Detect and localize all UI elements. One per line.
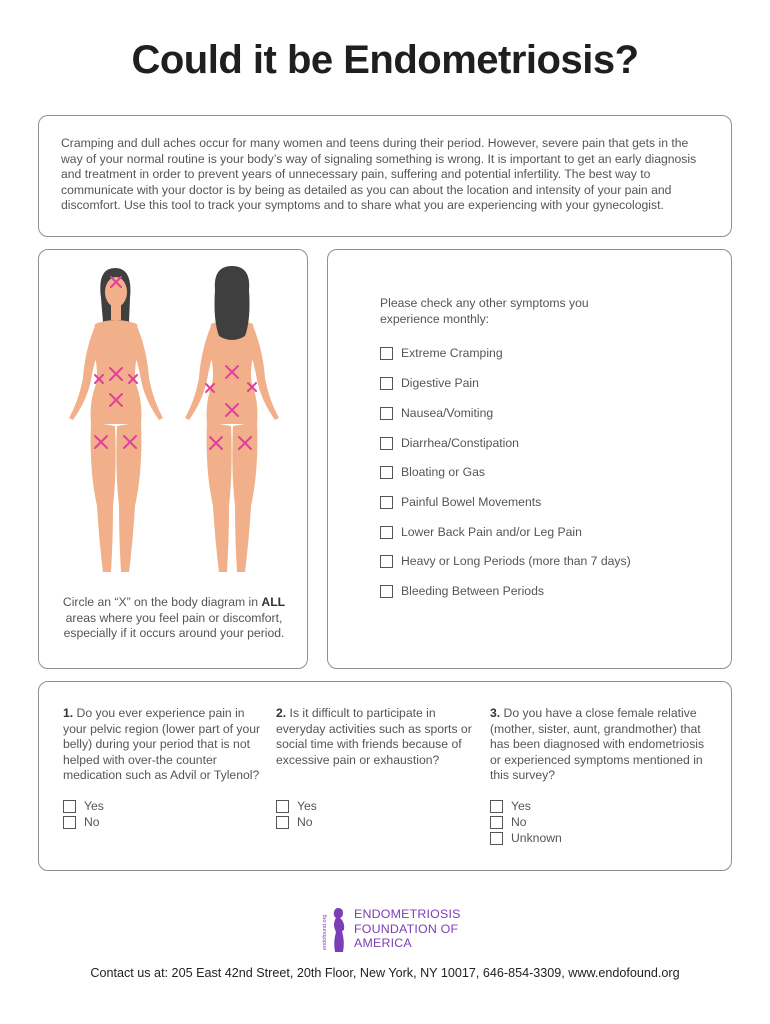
body-diagram-instructions [47,595,301,642]
symptom-label: Painful Bowel Movements [401,495,542,509]
back-figure [185,266,279,572]
q3-option-unknown[interactable] [490,830,562,846]
page-title: Could it be Endometriosis? [131,38,639,82]
symptom-digestive-pain[interactable] [380,374,479,392]
symptoms-intro: Please check any other symptoms you experience monthly: [380,296,589,326]
checkbox[interactable] [63,816,76,829]
logo-line-3: AMERICA [354,936,412,950]
q3-option-no[interactable] [490,814,527,830]
intro-box [38,115,732,237]
option-label: Yes [511,799,531,813]
option-label: No [297,815,313,829]
option-label: Yes [297,799,317,813]
checkbox[interactable] [490,800,503,813]
symptom-heavy-periods[interactable] [380,552,631,570]
checkbox[interactable] [380,437,393,450]
symptom-label: Bleeding Between Periods [401,584,544,598]
checkbox[interactable] [380,555,393,568]
caption-emphasis: ALL [261,595,286,609]
symptom-extreme-cramping[interactable] [380,344,503,362]
q2-option-no[interactable] [276,814,313,830]
intro-text: Cramping and dull aches occur for many women and teens during their period. However, severe pain that gets in the way of your normal routine is your body’s way of signaling something is wrong. It is important to get an early diagnosis and treatment in order to prevent years of unnecessary pain, suffering and potential infertility. The best way to communicate with your doctor is by being as detailed as you can about the location and intensity of your pain and discomfort. Use this tool to track your symptoms and to share what you are experiencing with your gynecologist. [61,136,697,213]
logo-text [354,907,461,951]
back-hair [215,266,250,340]
front-torso [91,320,142,424]
option-label: No [511,815,527,829]
option-label: No [84,815,100,829]
checkbox[interactable] [380,585,393,598]
questions-panel [38,681,732,871]
back-left-leg [207,422,232,572]
body-diagram-panel [38,249,308,669]
question-text: Do you have a close female relative (mother, sister, aunt, grandmother) that has been diagnosed with endometriosis or experienced symptoms mentioned in this survey? [490,706,705,783]
symptom-label: Digestive Pain [401,376,479,390]
symptom-label: Diarrhea/Constipation [401,436,519,450]
question-3 [490,706,712,784]
checkbox[interactable] [63,800,76,813]
q1-option-no[interactable] [63,814,100,830]
symptom-label: Lower Back Pain and/or Leg Pain [401,525,582,539]
symptom-nausea[interactable] [380,404,493,422]
endometriosis-foundation-logo[interactable] [320,904,460,956]
logo-line-1: ENDOMETRIOSIS [354,907,461,921]
checkbox[interactable] [380,377,393,390]
checkbox[interactable] [380,407,393,420]
q2-option-yes[interactable] [276,798,317,814]
checkbox[interactable] [490,832,503,845]
logo-figure-icon [320,904,350,954]
logo-line-2: FOUNDATION OF [354,921,459,936]
symptom-bleeding-between[interactable] [380,582,544,600]
checkbox[interactable] [380,496,393,509]
symptom-label: Nausea/Vomiting [401,406,494,420]
body-diagram[interactable] [39,250,309,590]
symptom-label: Extreme Cramping [401,346,503,360]
question-number: 3. [490,706,501,720]
question-number: 2. [276,706,287,720]
logo-side-text: endofound.org [322,914,328,950]
q3-option-yes[interactable] [490,798,531,814]
q1-option-yes[interactable] [63,798,104,814]
question-number: 1. [63,706,74,720]
symptoms-panel [327,249,732,669]
checkbox[interactable] [380,347,393,360]
checkbox[interactable] [276,800,289,813]
symptom-back-leg-pain[interactable] [380,523,582,541]
symptom-bloating[interactable] [380,463,485,481]
question-1 [63,706,263,784]
front-figure [69,268,163,572]
checkbox[interactable] [490,816,503,829]
caption-text: Circle an “X” on the body diagram in [62,595,262,609]
option-label: Yes [84,799,104,813]
front-neck [111,304,121,320]
question-text: Is it difficult to participate in everyday activities such as sports or social time with friends because of excessive pain or exhaustion? [276,706,472,767]
symptom-label: Heavy or Long Periods (more than 7 days) [401,554,631,568]
checkbox[interactable] [380,466,393,479]
symptom-diarrhea[interactable] [380,434,519,452]
checkbox[interactable] [380,526,393,539]
caption-text-end: areas where you feel pain or discomfort, especially if it occurs around your period. [63,610,285,640]
option-label: Unknown [511,831,562,845]
symptom-label: Bloating or Gas [401,465,486,479]
checkbox[interactable] [276,816,289,829]
question-2 [276,706,476,768]
symptom-painful-bowel[interactable] [380,493,541,511]
contact-footer: Contact us at: 205 East 42nd Street, 20th Floor, New York, NY 10017, 646-854-3309, www.endofound.org [90,966,680,980]
question-text: Do you ever experience pain in your pelvic region (lower part of your belly) during your period that is not helped with over-the counter medication such as Advil or Tylenol? [63,706,261,783]
